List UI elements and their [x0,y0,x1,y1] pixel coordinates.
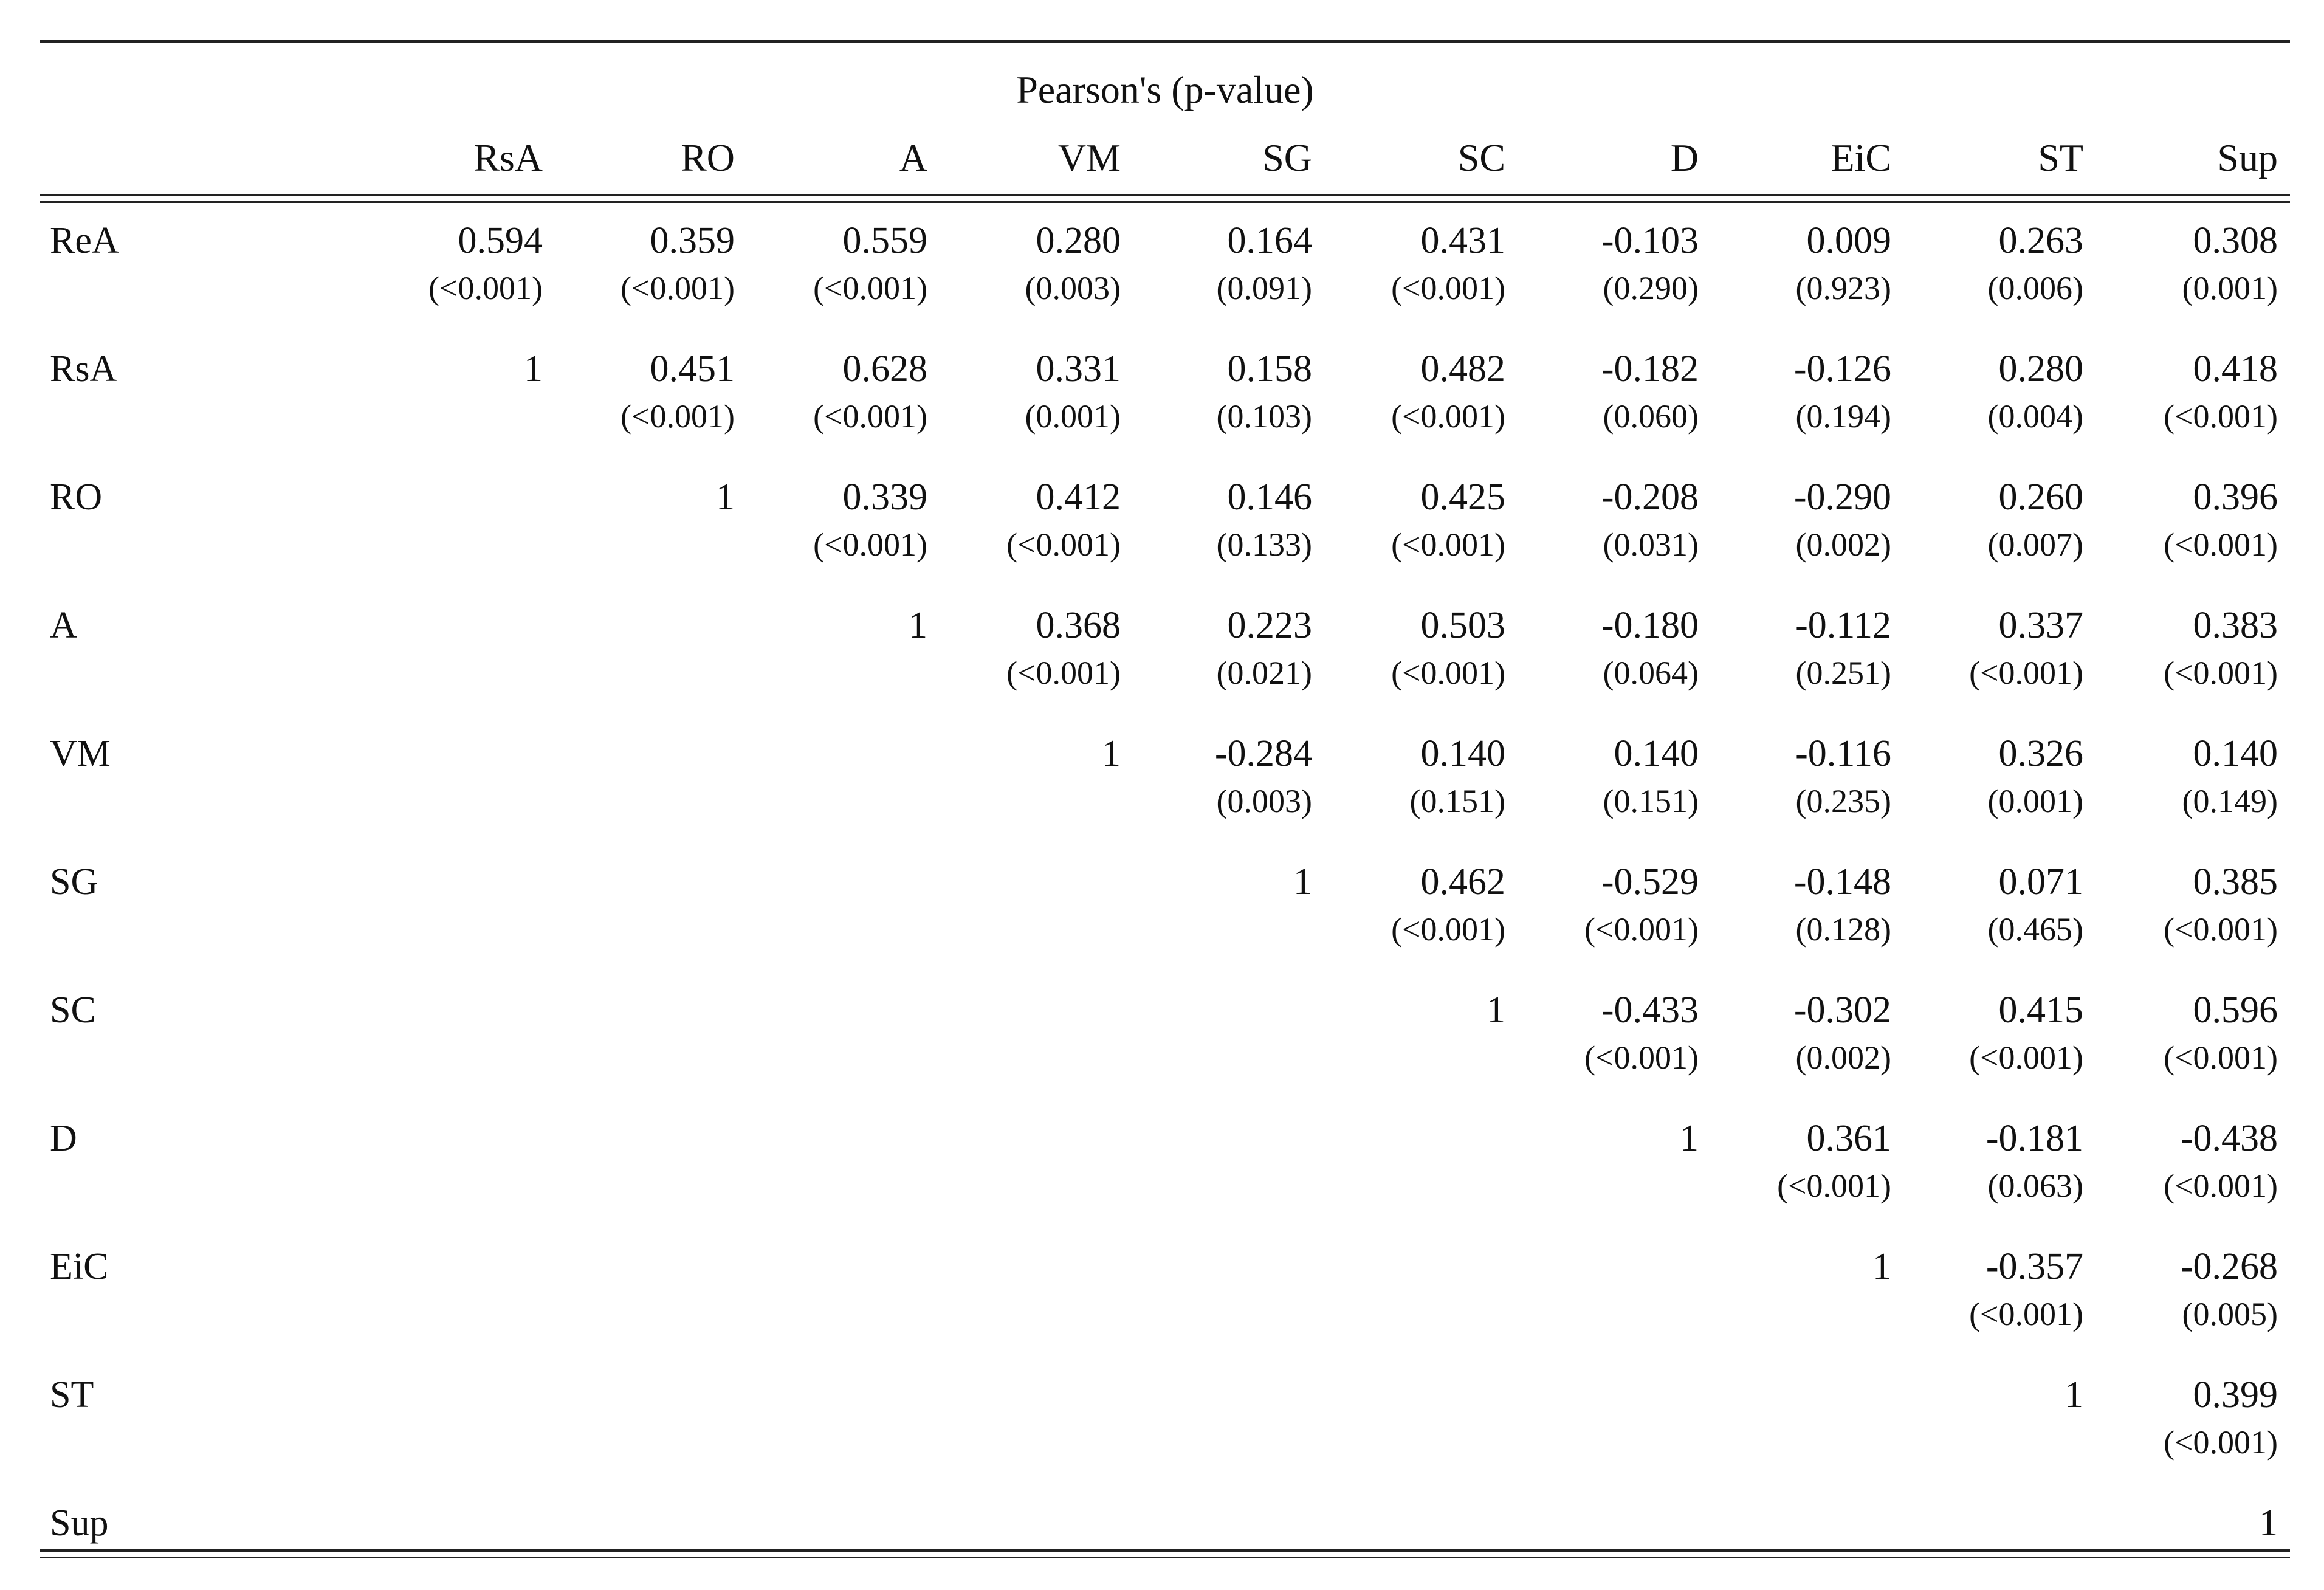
p-value: (<0.001) [1584,1039,1699,1076]
table-cell [2086,858,2278,951]
correlation-value: 0.399 [2193,1374,2278,1416]
correlation-value: 0.361 [1806,1118,1891,1159]
table-cell [1120,858,1312,906]
correlation-value: 0.140 [2193,733,2278,774]
table-cell [1891,345,2083,438]
correlation-value: 0.280 [1036,220,1121,261]
p-value: (0.001) [2182,270,2278,306]
table-cell [1313,858,1505,951]
row-label: Sup [50,1502,109,1544]
correlation-value: 0.140 [1614,733,1699,774]
correlation-value: 0.594 [458,220,543,261]
p-value: (0.251) [1795,655,1891,691]
table-cell [1891,858,2083,951]
correlation-value: 0.071 [1998,861,2083,903]
correlation-value: 0.396 [2193,477,2278,518]
table-cell [1699,1242,1891,1291]
p-value: (0.923) [1795,270,1891,306]
table-cell [1120,729,1312,823]
p-value: (0.064) [1603,655,1699,691]
table-cell [1313,729,1505,823]
p-value: (0.001) [1987,783,2083,819]
column-header: RO [681,136,735,179]
table-cell [1891,1371,2083,1419]
p-value: (<0.001) [1006,655,1121,691]
correlation-value: 0.337 [1998,605,2083,646]
correlation-value: 0.425 [1420,477,1505,518]
table-cell [929,216,1121,310]
table-cell [2086,1499,2278,1547]
p-value: (<0.001) [1391,655,1505,691]
correlation-value: 0.331 [1036,348,1121,390]
correlation-value: 0.009 [1806,220,1891,261]
correlation-value: 0.628 [842,348,927,390]
p-value: (0.007) [1987,526,2083,563]
table-cell [1507,1114,1699,1163]
p-value: (<0.001) [2164,911,2278,948]
column-header: SG [1262,136,1312,179]
table-cell [543,345,735,438]
p-value: (<0.001) [1969,655,2083,691]
p-value: (<0.001) [2164,526,2278,563]
p-value: (<0.001) [813,270,927,306]
table-cell [1507,216,1699,310]
table-cell [929,601,1121,695]
correlation-value: 0.368 [1036,605,1121,646]
p-value: (0.465) [1987,911,2083,948]
correlation-value: -0.290 [1793,477,1891,518]
column-header: EiC [1831,136,1891,179]
correlation-value: 1 [2259,1502,2278,1544]
p-value: (<0.001) [1391,398,1505,435]
table-cell [1699,345,1891,438]
table-cell [1120,473,1312,566]
p-value: (<0.001) [1584,911,1699,948]
p-value: (0.031) [1603,526,1699,563]
correlation-value: 0.503 [1420,605,1505,646]
table-cell [1891,986,2083,1079]
correlation-value: 0.146 [1227,477,1312,518]
p-value: (<0.001) [1969,1296,2083,1332]
correlation-value: 0.418 [2193,348,2278,390]
p-value: (<0.001) [2164,655,2278,691]
row-label: D [50,1118,77,1159]
table-cell [2086,473,2278,566]
table-cell [1313,986,1505,1034]
p-value: (<0.001) [621,270,735,306]
p-value: (0.133) [1216,526,1312,563]
table-cell [1313,601,1505,695]
correlation-table [40,40,2290,1566]
p-value: (0.151) [1603,783,1699,819]
table-cell [2086,345,2278,438]
p-value: (0.002) [1795,1039,1891,1076]
correlation-value: -0.284 [1214,733,1312,774]
table-cell [543,216,735,310]
table-cell [1699,473,1891,566]
correlation-value: 0.451 [650,348,735,390]
correlation-value: 0.383 [2193,605,2278,646]
row-label: ReA [50,220,119,261]
header-rule [40,194,2290,196]
bottom-rule [40,1549,2290,1552]
correlation-value: 0.482 [1420,348,1505,390]
p-value: (0.001) [1025,398,1121,435]
p-value: (0.021) [1216,655,1312,691]
correlation-value: 0.596 [2193,989,2278,1031]
p-value: (0.004) [1987,398,2083,435]
correlation-value: 1 [1872,1246,1891,1287]
table-cell [2086,216,2278,310]
column-header: Sup [2217,136,2278,179]
correlation-value: 0.462 [1420,861,1505,903]
correlation-value: 0.263 [1998,220,2083,261]
table-cell [1891,473,2083,566]
table-cell [1699,986,1891,1079]
correlation-value: 1 [2064,1374,2083,1416]
table-cell [735,345,927,438]
p-value: (<0.001) [1969,1039,2083,1076]
table-cell [1120,601,1312,695]
row-label: SG [50,861,98,903]
p-value: (<0.001) [1006,526,1121,563]
table-cell [929,473,1121,566]
correlation-value: -0.103 [1601,220,1699,261]
column-header: D [1670,136,1699,179]
table-cell [1699,729,1891,823]
table-cell [1891,216,2083,310]
p-value: (<0.001) [1391,270,1505,306]
correlation-value: -0.357 [1985,1246,2083,1287]
row-label: RO [50,477,103,518]
table-cell [1699,858,1891,951]
bottom-rule-second [40,1557,2290,1558]
table-cell [1507,986,1699,1079]
table-cell [1507,858,1699,951]
correlation-value: 0.164 [1227,220,1312,261]
table-cell [351,345,543,393]
column-header: SC [1457,136,1505,179]
column-header: VM [1057,136,1121,179]
p-value: (0.194) [1795,398,1891,435]
correlation-value: -0.433 [1601,989,1699,1031]
p-value: (<0.001) [2164,1424,2278,1461]
p-value: (<0.001) [2164,1168,2278,1204]
table-cell [2086,1371,2278,1464]
correlation-value: 1 [524,348,543,390]
table-cell [929,345,1121,438]
row-label: VM [50,733,111,774]
table-cell [1891,729,2083,823]
row-label: RsA [50,348,117,390]
p-value: (0.063) [1987,1168,2083,1204]
correlation-value: 0.415 [1998,989,2083,1031]
row-label: A [50,605,77,646]
p-value: (0.002) [1795,526,1891,563]
correlation-value: -0.116 [1795,733,1891,774]
p-value: (<0.001) [621,398,735,435]
correlation-value: 0.158 [1227,348,1312,390]
correlation-value: 0.385 [2193,861,2278,903]
table-caption: Pearson's (p-value) [1016,68,1314,111]
p-value: (<0.001) [1777,1168,1891,1204]
column-header: A [899,136,927,179]
table-cell [1507,601,1699,695]
correlation-value: -0.180 [1601,605,1699,646]
p-value: (0.003) [1025,270,1121,306]
p-value: (<0.001) [1391,911,1505,948]
p-value: (<0.001) [428,270,543,306]
p-value: (<0.001) [813,526,927,563]
correlation-value: -0.182 [1601,348,1699,390]
p-value: (0.005) [2182,1296,2278,1332]
table-cell [1891,1114,2083,1208]
correlation-value: 0.412 [1036,477,1121,518]
p-value: (0.290) [1603,270,1699,306]
row-label: EiC [50,1246,109,1287]
table-cell [735,216,927,310]
p-value: (<0.001) [2164,1039,2278,1076]
table-cell [1120,345,1312,438]
correlation-value: 0.280 [1998,348,2083,390]
correlation-value: -0.181 [1985,1118,2083,1159]
table-cell [929,729,1121,778]
p-value: (0.003) [1216,783,1312,819]
table-cell [351,216,543,310]
correlation-value: 1 [909,605,927,646]
table-cell [1891,1242,2083,1336]
p-value: (0.091) [1216,270,1312,306]
correlation-value: -0.438 [2180,1118,2278,1159]
table-cell [543,473,735,521]
table-cell [1507,729,1699,823]
table-cell [1699,1114,1891,1208]
header-rule-second [40,201,2290,203]
correlation-value: 0.140 [1420,733,1505,774]
table-cell [1507,473,1699,566]
table-cell [2086,601,2278,695]
correlation-value: -0.302 [1793,989,1891,1031]
correlation-value: 0.326 [1998,733,2083,774]
correlation-value: 1 [1293,861,1312,903]
correlation-value: -0.112 [1795,605,1891,646]
p-value: (0.151) [1409,783,1505,819]
table-cell [2086,1242,2278,1336]
correlation-value: 1 [1680,1118,1699,1159]
top-rule [40,40,2290,43]
correlation-value: 0.223 [1227,605,1312,646]
correlation-value: 1 [1102,733,1121,774]
p-value: (0.235) [1795,783,1891,819]
table-cell [1313,216,1505,310]
p-value: (0.060) [1603,398,1699,435]
correlation-value: 0.260 [1998,477,2083,518]
correlation-value: 0.359 [650,220,735,261]
correlation-value: 0.431 [1420,220,1505,261]
correlation-value: 0.559 [842,220,927,261]
correlation-value: -0.126 [1793,348,1891,390]
table-cell [1507,345,1699,438]
table-cell [1891,601,2083,695]
table-cell [1699,601,1891,695]
p-value: (0.149) [2182,783,2278,819]
row-label: ST [50,1374,94,1416]
correlation-value: -0.208 [1601,477,1699,518]
table-cell [1313,345,1505,438]
correlation-value: -0.268 [2180,1246,2278,1287]
correlation-value: 0.339 [842,477,927,518]
column-header: ST [2038,136,2083,179]
table-cell [2086,986,2278,1079]
correlation-value: 1 [716,477,735,518]
correlation-value: -0.529 [1601,861,1699,903]
p-value: (0.006) [1987,270,2083,306]
table-cell [735,473,927,566]
table-cell [1313,473,1505,566]
correlation-value: -0.148 [1793,861,1891,903]
table-cell [2086,1114,2278,1208]
p-value: (0.128) [1795,911,1891,948]
column-header: RsA [473,136,543,179]
correlation-value: 1 [1487,989,1505,1031]
table-cell [1120,216,1312,310]
table-cell [1699,216,1891,310]
p-value: (<0.001) [2164,398,2278,435]
table-cell [735,601,927,650]
correlation-value: 0.308 [2193,220,2278,261]
p-value: (<0.001) [1391,526,1505,563]
p-value: (0.103) [1216,398,1312,435]
table-cell [2086,729,2278,823]
p-value: (<0.001) [813,398,927,435]
row-label: SC [50,989,96,1031]
